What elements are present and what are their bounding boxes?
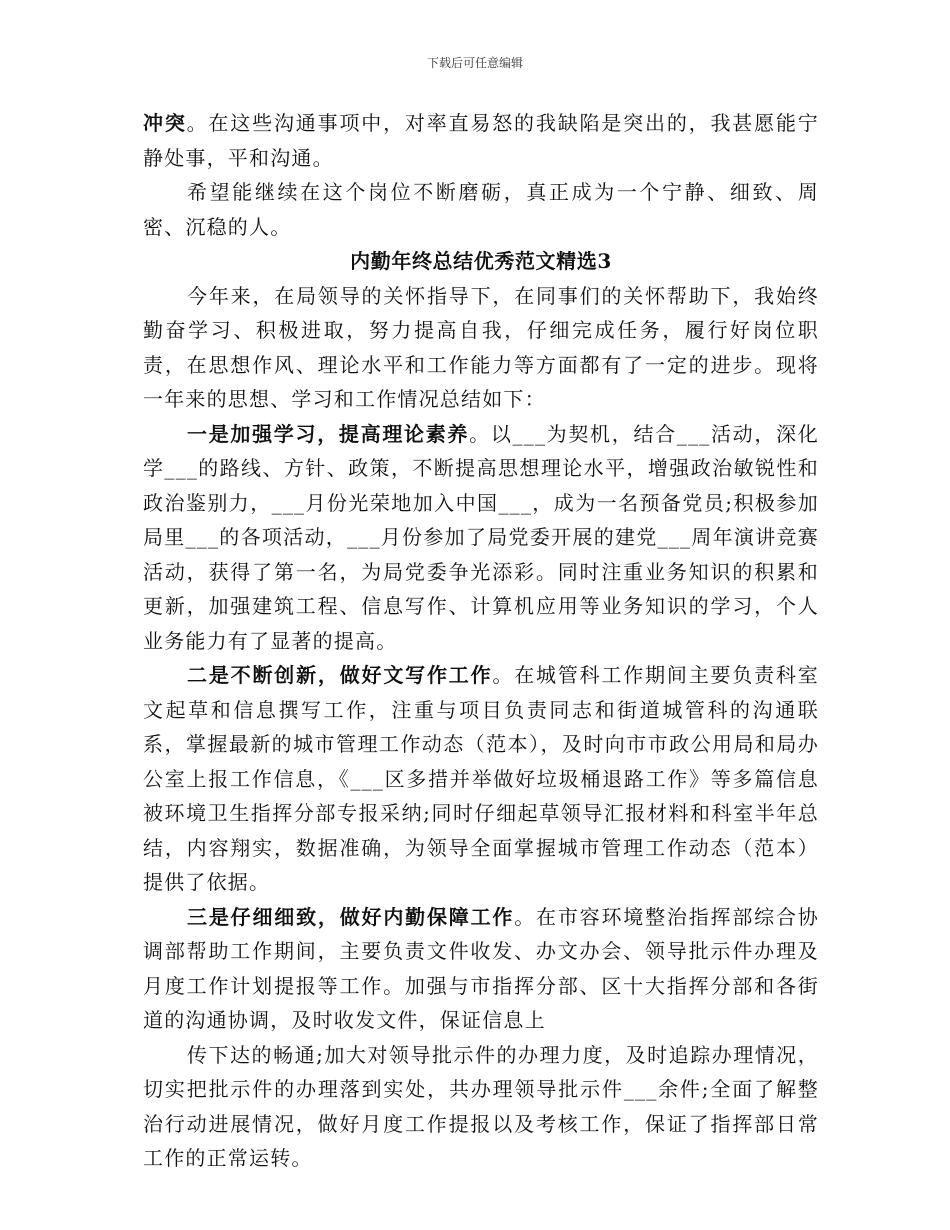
paragraph-1 <box>143 106 819 175</box>
section-title: 内勤年终总结优秀范文精选3 <box>350 249 612 273</box>
paragraph-7: 传下达的畅通;加大对领导批示件的办理力度，及时追踪办理情况，切实把批示件的办理落到实处，共办理领导批示件___余件;全面了解整治行动进展情况，做好月度工作提报以及考核工作，保证了指挥部日常工作的正常运转。 <box>143 1042 819 1170</box>
paragraph-1-lead: 冲突 <box>143 111 187 135</box>
paragraph-4-lead: 一是加强学习，提高理论素养 <box>187 421 470 446</box>
paragraph-5 <box>143 658 819 900</box>
paragraph-6 <box>143 900 819 1038</box>
page-header: 下载后可任意编辑 <box>426 56 523 70</box>
paragraph-3: 今年来，在局领导的关怀指导下，在同事们的关怀帮助下，我始终勤奋学习、积极进取，努力提高自我，仔细完成任务，履行好岗位职责，在思想作风、理论水平和工作能力等方面都有了一定的进步。现将一年来的思想、学习和工作情况总结如下： <box>143 283 819 411</box>
paragraph-1-text: 。在这些沟通事项中，对率直易怒的我缺陷是突出的，我甚愿能宁静处事，平和沟通。 <box>143 111 819 170</box>
paragraph-6-lead: 三是仔细细致，做好内勤保障工作 <box>187 904 515 929</box>
paragraph-5-lead: 二是不断创新，做好文写作工作 <box>187 663 493 687</box>
paragraph-6-text: 。在市容环境整治指挥部综合协调部帮助工作期间，主要负责文件收发、办文办会、领导批示件办理及月度工作计划提报等工作。加强与市指挥分部、区十大指挥分部和各街道的沟通协调，及时收发文件，保证信息上 <box>143 904 819 1032</box>
paragraph-4-text: 。以___为契机，结合___活动，深化学___的路线、方针、政策，不断提高思想理论水平，增强政治敏锐性和政治鉴别力，___月份光荣地加入中国___，成为一名预备党员;积极参加局里___的各项活动，___月份参加了局党委开展的建党___周年演讲竞赛活动，获得了第一名，为局党委争光添彩。同时注重业务知识的积累和更新，加强建筑工程、信息写作、计算机应用等业务知识的学习，个人业务能力有了显著的提高。 <box>143 421 819 653</box>
paragraph-5-text: 。在城管科工作期间主要负责科室文起草和信息撰写工作，注重与项目负责同志和街道城管科的沟通联系，掌握最新的城市管理工作动态（范本），及时向市市政公用局和局办公室上报工作信息，《___区多措并举做好垃圾桶退路工作》等多篇信息被环境卫生指挥分部专报采纳;同时仔细起草领导汇报材料和科室半年总结，内容翔实，数据准确，为领导全面掌握城市管理工作动态（范本）提供了依据。 <box>143 663 819 894</box>
paragraph-4 <box>143 417 819 659</box>
paragraph-2: 希望能继续在这个岗位不断磨砺，真正成为一个宁静、细致、周密、沉稳的人。 <box>143 180 819 239</box>
document-body <box>143 106 819 1176</box>
